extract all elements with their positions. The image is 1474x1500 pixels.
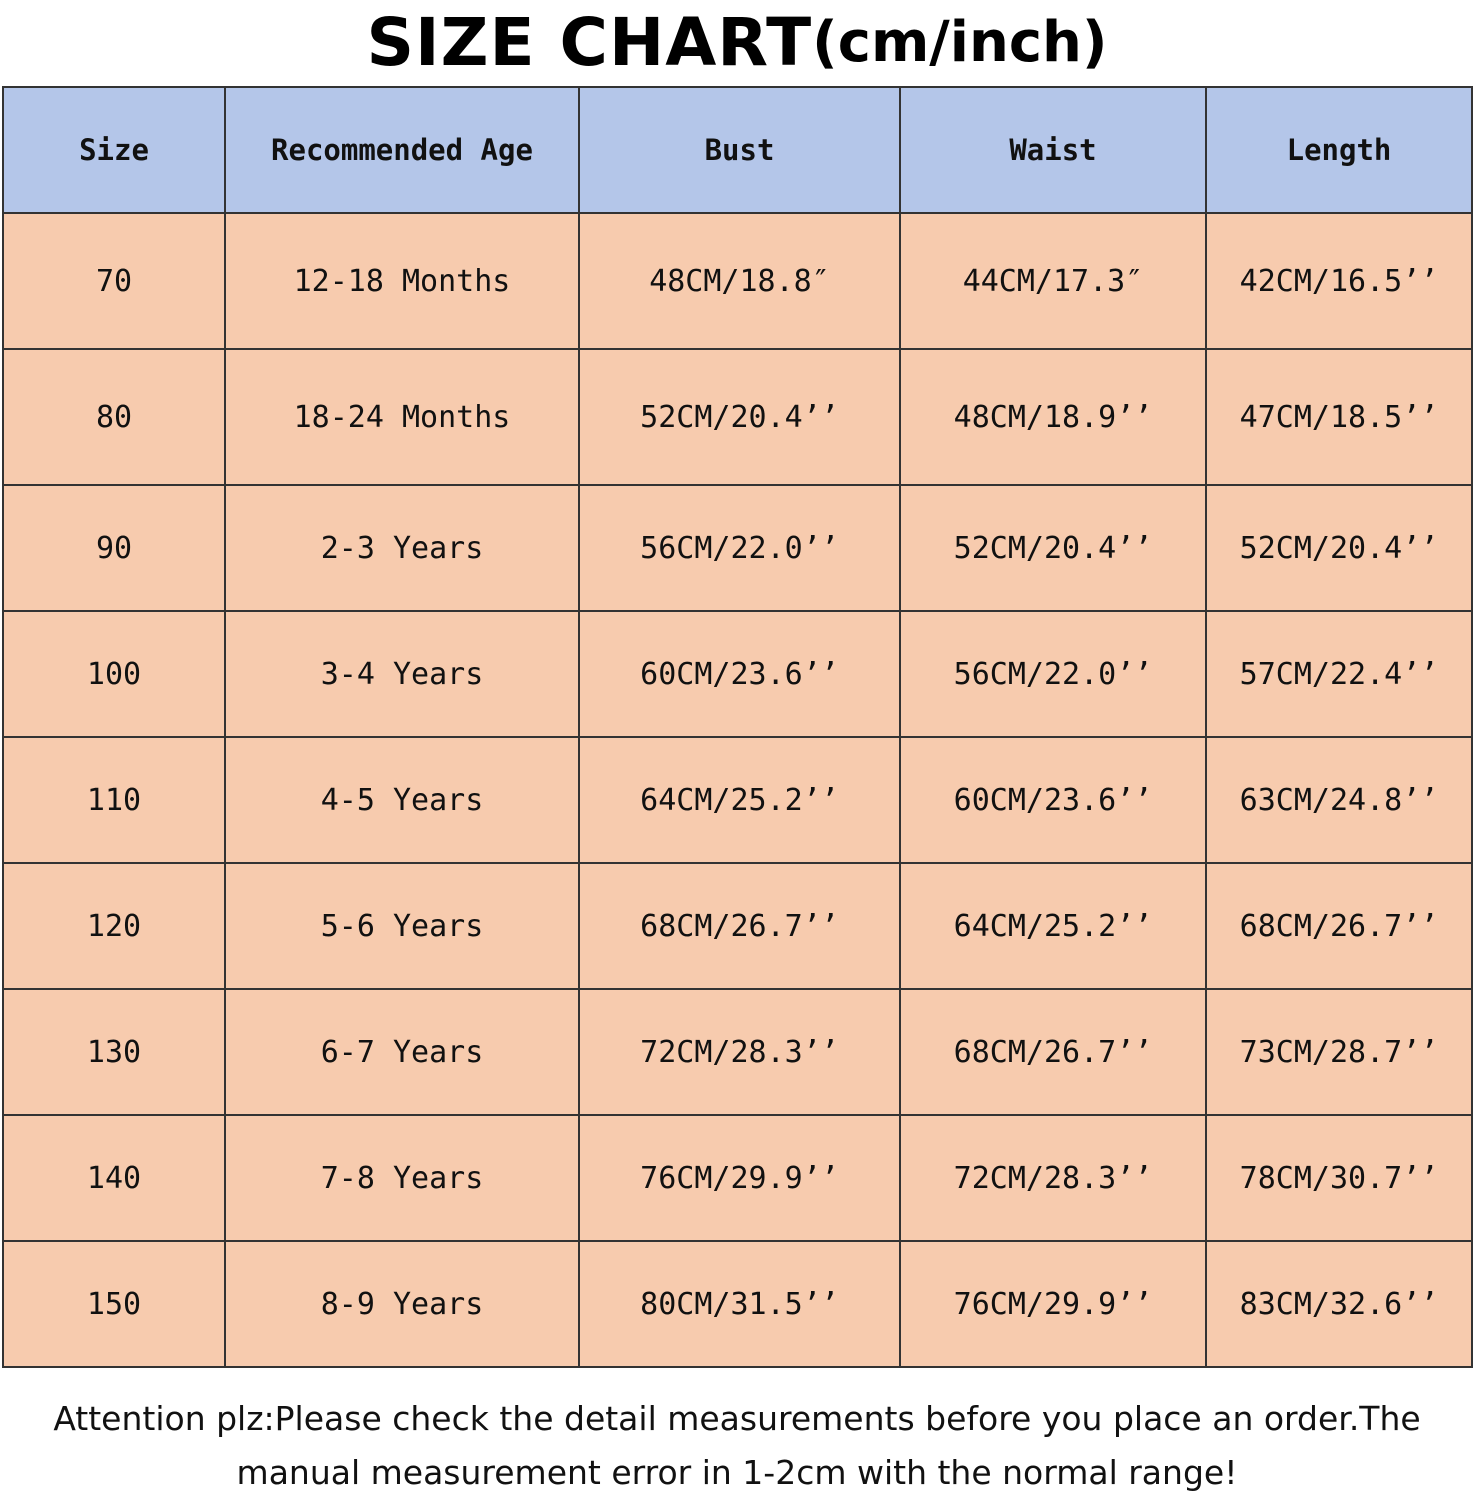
cell-bust: 80CM/31.5’’ (579, 1241, 900, 1367)
cell-waist: 64CM/25.2’’ (900, 863, 1206, 989)
cell-age: 2-3 Years (225, 485, 579, 611)
cell-length: 83CM/32.6’’ (1206, 1241, 1472, 1367)
header-size: Size (3, 87, 225, 213)
cell-size: 70 (3, 213, 225, 349)
table-row (3, 1115, 1472, 1241)
table-row (3, 863, 1472, 989)
header-waist: Waist (900, 87, 1206, 213)
cell-size: 90 (3, 485, 225, 611)
cell-waist: 68CM/26.7’’ (900, 989, 1206, 1115)
cell-size: 110 (3, 737, 225, 863)
cell-bust: 56CM/22.0’’ (579, 485, 900, 611)
cell-size: 140 (3, 1115, 225, 1241)
cell-age: 8-9 Years (225, 1241, 579, 1367)
cell-age: 4-5 Years (225, 737, 579, 863)
header-row (3, 87, 1472, 213)
cell-bust: 68CM/26.7’’ (579, 863, 900, 989)
cell-age: 18-24 Months (225, 349, 579, 485)
cell-size: 150 (3, 1241, 225, 1367)
cell-length: 63CM/24.8’’ (1206, 737, 1472, 863)
table-row (3, 611, 1472, 737)
table-row (3, 1241, 1472, 1367)
cell-bust: 48CM/18.8″ (579, 213, 900, 349)
table-row (3, 349, 1472, 485)
cell-bust: 64CM/25.2’’ (579, 737, 900, 863)
cell-waist: 52CM/20.4’’ (900, 485, 1206, 611)
table-row (3, 213, 1472, 349)
cell-length: 68CM/26.7’’ (1206, 863, 1472, 989)
cell-size: 130 (3, 989, 225, 1115)
cell-size: 100 (3, 611, 225, 737)
cell-bust: 72CM/28.3’’ (579, 989, 900, 1115)
table-row (3, 485, 1472, 611)
page-title (0, 0, 1474, 84)
cell-bust: 60CM/23.6’’ (579, 611, 900, 737)
cell-bust: 52CM/20.4’’ (579, 349, 900, 485)
cell-waist: 76CM/29.9’’ (900, 1241, 1206, 1367)
cell-bust: 76CM/29.9’’ (579, 1115, 900, 1241)
cell-waist: 56CM/22.0’’ (900, 611, 1206, 737)
cell-age: 5-6 Years (225, 863, 579, 989)
cell-length: 42CM/16.5’’ (1206, 213, 1472, 349)
table-row (3, 737, 1472, 863)
header-bust: Bust (579, 87, 900, 213)
cell-waist: 48CM/18.9’’ (900, 349, 1206, 485)
cell-length: 52CM/20.4’’ (1206, 485, 1472, 611)
cell-length: 73CM/28.7’’ (1206, 989, 1472, 1115)
cell-age: 12-18 Months (225, 213, 579, 349)
cell-size: 120 (3, 863, 225, 989)
cell-waist: 60CM/23.6’’ (900, 737, 1206, 863)
title-main: SIZE CHART (366, 3, 813, 81)
table-row (3, 989, 1472, 1115)
cell-size: 80 (3, 349, 225, 485)
size-chart-table (2, 86, 1473, 1368)
cell-age: 6-7 Years (225, 989, 579, 1115)
attention-note (0, 1392, 1474, 1500)
title-unit: (cm/inch) (812, 9, 1108, 75)
cell-length: 57CM/22.4’’ (1206, 611, 1472, 737)
header-length: Length (1206, 87, 1472, 213)
cell-waist: 72CM/28.3’’ (900, 1115, 1206, 1241)
cell-age: 3-4 Years (225, 611, 579, 737)
header-recommended-age: Recommended Age (225, 87, 579, 213)
cell-length: 47CM/18.5’’ (1206, 349, 1472, 485)
cell-age: 7-8 Years (225, 1115, 579, 1241)
attention-note-line-2: manual measurement error in 1-2cm with the normal range! (236, 1453, 1238, 1492)
attention-note-line-1: Attention plz:Please check the detail measurements before you place an order.The (53, 1399, 1421, 1438)
cell-length: 78CM/30.7’’ (1206, 1115, 1472, 1241)
cell-waist: 44CM/17.3″ (900, 213, 1206, 349)
